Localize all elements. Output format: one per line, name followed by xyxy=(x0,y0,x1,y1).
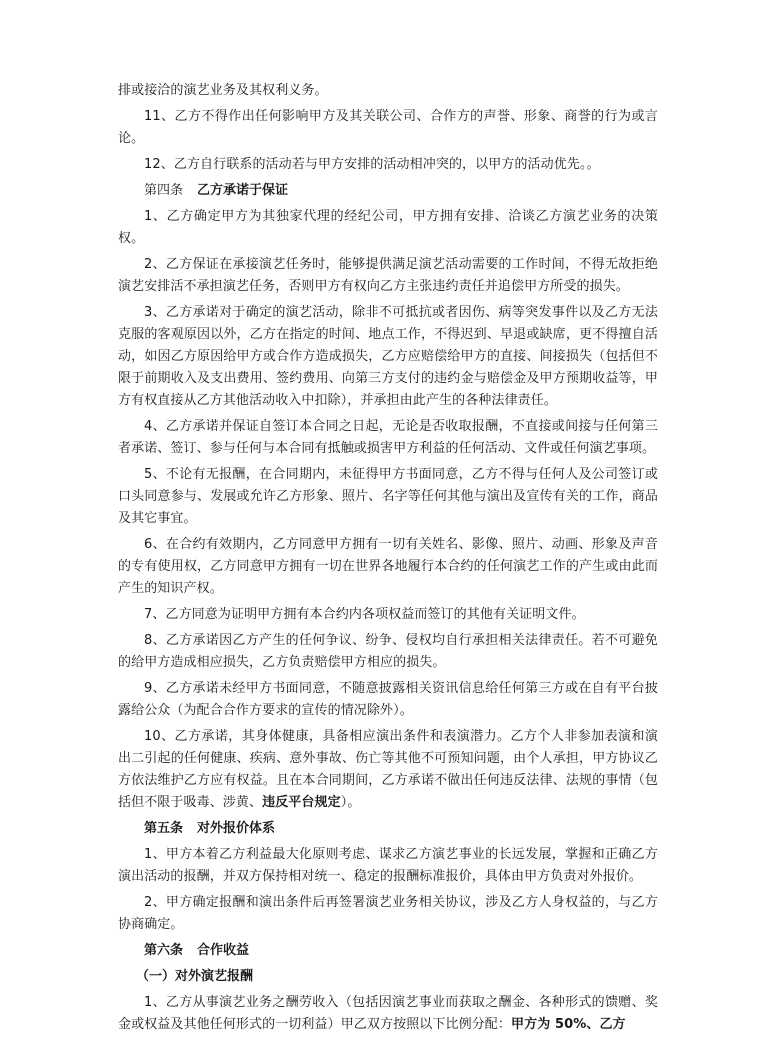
clause-text: 10、乙方承诺，其身体健康，具备相应演出条件和表演潜力。乙方个人非参加表演和演出二引起的任何健康、疾病、意外事故、伤亡等其他不可预知问题，由个人承担，甲方协议乙方依法维护乙方应有权益。且在本合同期间，乙方承诺不做出任何违反法律、法规的事情（包括但不限于吸毒、涉黄、 xyxy=(118,729,658,810)
clause-4-4: 4、乙方承诺并保证自签订本合同之日起，无论是否收取报酬，不直接或间接与任何第三者承诺、签订、参与任何与本合同有抵触或损害甲方利益的任何活动、文件或任何演艺事项。 xyxy=(118,419,658,456)
section-1-heading: （一）对外演艺报酬 xyxy=(136,969,254,984)
clause-6-1 xyxy=(118,992,658,1036)
clause-4-10 xyxy=(118,726,658,814)
clause-4-2: 2、乙方保证在承接演艺任务时，能够提供满足演艺活动需要的工作时间，不得无故拒绝演艺安排活不承担演艺任务，否则甲方有权向乙方主张违约责任并追偿甲方所受的损失。 xyxy=(118,257,658,294)
clause-text: 1、乙方从事演艺业务之酬劳收入（包括因演艺事业而获取之酬金、各种形式的馈赠、奖金或权益及其他任何形式的一切利益）甲乙双方按照以下比例分配： xyxy=(118,995,658,1032)
clause-4-1: 1、乙方确定甲方为其独家代理的经纪公司，甲方拥有安排、洽谈乙方演艺业务的决策权。 xyxy=(118,209,658,246)
article-title: 对外报价体系 xyxy=(197,821,276,836)
clause-4-6: 6、在合约有效期内，乙方同意甲方拥有一切有关姓名、影像、照片、动画、形象及声音的专有使用权，乙方同意甲方拥有一切在世界各地履行本合约的任何演艺工作的产生或由此而产生的知识产权。 xyxy=(118,537,658,596)
clause-4-7: 7、乙方同意为证明甲方拥有本合约内各项权益而签订的其他有关证明文件。 xyxy=(144,607,585,622)
clause-11: 11、乙方不得作出任何影响甲方及其关联公司、合作方的声誉、形象、商誉的行为或言论。 xyxy=(118,109,658,146)
article-4-heading xyxy=(118,180,658,202)
article-label: 第四条 xyxy=(144,183,184,198)
paragraph: 排或接洽的演艺业务及其权利义务。 xyxy=(118,83,328,98)
article-title: 乙方承诺于保证 xyxy=(197,183,289,198)
clause-5-2: 2、甲方确定报酬和演出条件后再签署演艺业务相关协议，涉及乙方人身权益的，与乙方协商确定。 xyxy=(118,895,658,932)
clause-bold-text: 甲方为 50%、乙方 xyxy=(511,1017,626,1032)
clause-4-9: 9、乙方承诺未经甲方书面同意，不随意披露相关资讯信息给任何第三方或在自有平台披露给公众（为配合合作方要求的宣传的情况除外）。 xyxy=(118,681,658,718)
article-title: 合作收益 xyxy=(197,943,250,958)
clause-12: 12、乙方自行联系的活动若与甲方安排的活动相冲突的，以甲方的活动优先。。 xyxy=(144,157,600,172)
clause-4-5: 5、不论有无报酬，在合同期内，未征得甲方书面同意，乙方不得与任何人及公司签订或口头同意参与、发展或允许乙方形象、照片、名字等任何其他与演出及宣传有关的工作，商品及其它事宜。 xyxy=(118,467,658,526)
article-6-heading xyxy=(118,940,658,962)
clause-5-1: 1、甲方本着乙方利益最大化原则考虑、谋求乙方演艺事业的长远发展，掌握和正确乙方演出活动的报酬，并双方保持相对统一、稳定的报酬标准报价，具体由甲方负责对外报价。 xyxy=(118,847,658,884)
article-5-heading xyxy=(118,818,658,840)
document-page xyxy=(118,80,658,1040)
clause-4-3: 3、乙方承诺对于确定的演艺活动，除非不可抵抗或者因伤、病等突发事件以及乙方无法克服的客观原因以外，乙方在指定的时间、地点工作，不得迟到、早退或缺席，更不得擅自活动，如因乙方原因给甲方或合作方造成损失，乙方应赔偿给甲方的直接、间接损失（包括但不限于前期收入及支出费用、签约费用、向第三方支付的违约金与赔偿金及甲方预期收益等，甲方有权直接从乙方其他活动收入中扣除），并承担由此产生的各种法律责任。 xyxy=(118,305,658,408)
clause-bold-text: 违反平台规定 xyxy=(262,795,341,810)
clause-text-end: ）。 xyxy=(340,795,361,810)
article-label: 第六条 xyxy=(144,943,184,958)
clause-4-8: 8、乙方承诺因乙方产生的任何争议、纷争、侵权均自行承担相关法律责任。若不可避免的给甲方造成相应损失，乙方负责赔偿甲方相应的损失。 xyxy=(118,633,658,670)
article-label: 第五条 xyxy=(144,821,184,836)
